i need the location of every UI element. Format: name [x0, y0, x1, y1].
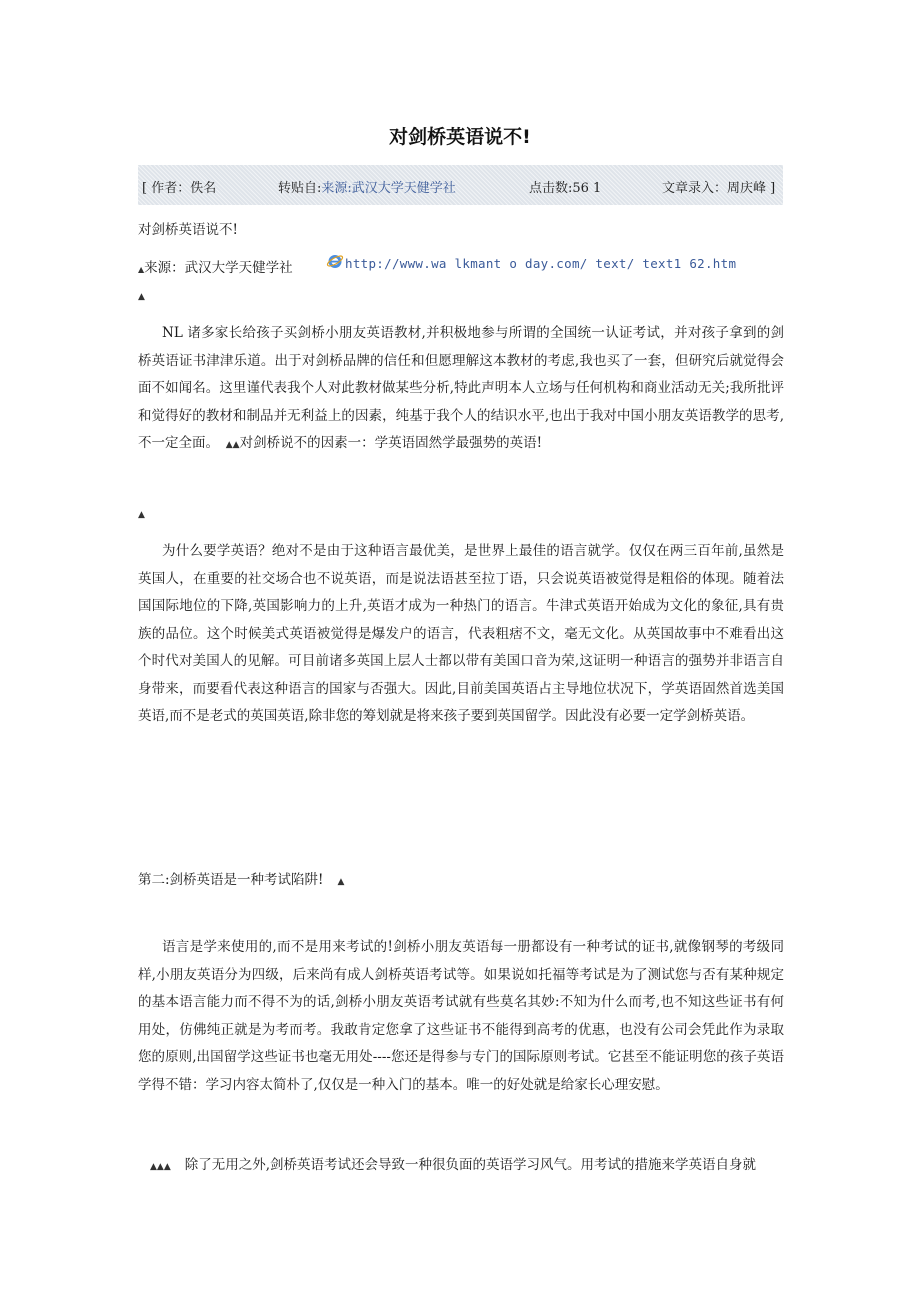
paragraph-reason-one: 为什么要学英语？绝对不是由于这种语言最优美，是世界上最佳的语言就学。仅仅在两三百年前,虽然是英国人，在重要的社交场合也不说英语，而是说法语甚至拉丁语，只会说英语被觉得是粗俗的体现。随着法国国际地位的下降,英国影响力的上升,英语才成为一种热门的语言。牛津式英语开始成为文化的象征,具有贵族的品位。这个时候美式英语被觉得是爆发户的语言，代表粗痞不文，毫无文化。从英国故事中不难看出这个时代对美国人的见解。可目前诸多英国上层人士都以带有美国口音为荣,这证明一种语言的强势并非语言自身带来，而要看代表这种语言的国家与否强大。因此,目前美国英语占主导地位状况下，学英语固然首选美国英语,而不是老式的英国英语,除非您的筹划就是将来孩子要到英国留学。因此没有必要一定学剑桥英语。 — [138, 543, 784, 724]
paragraph-reason-two: 语言是学来使用的,而不是用来考试的!剑桥小朋友英语每一册都设有一种考试的证书,就像钢琴的考级同样,小朋友英语分为四级，后来尚有成人剑桥英语考试等。如果说如托福等考试是为了测试您与否有某种规定的基本语言能力而不得不为的话,剑桥小朋友英语考试就有些莫名其妙:不知为什么而考,也不知这些证书有何用处，仿佛纯正就是为考而考。我敢肯定您拿了这些证书不能得到高考的优惠，也没有公司会凭此作为录取您的原则,出国留学这些证书也毫无用处----您还是得参与专门的国际原则考试。它甚至不能证明您的孩子英语学得不错：学习内容太简朴了,仅仅是一种入门的基本。唯一的好处就是给家长心理安慰。 — [138, 939, 784, 1093]
triangle-mark-icon: ▲ — [138, 292, 145, 302]
paragraph-negative-effect — [138, 1152, 784, 1182]
repost-prefix: 转贴自: — [278, 181, 322, 196]
author-label: [ 作者：佚名 — [142, 181, 217, 196]
reason-one-heading: 对剑桥说不的因素一：学英语固然学最强势的英语! — [239, 435, 543, 451]
source-line — [138, 256, 293, 276]
triangle-mark-icon: ▲▲▲ — [150, 1162, 171, 1172]
article-title: 对剑桥英语说不! — [389, 126, 531, 148]
triangle-mark-icon: ▲ — [138, 265, 145, 274]
source-label: 来源：武汉大学天健学社 — [144, 260, 293, 276]
repost-source-link[interactable]: 来源:武汉大学天健学社 — [321, 181, 456, 196]
reason-two-heading-text: 第二:剑桥英语是一种考试陷阱! — [138, 872, 324, 888]
paragraph-intro — [138, 320, 784, 460]
repost-label — [278, 177, 456, 196]
triangle-mark-icon: ▲ — [138, 510, 145, 520]
reason-two-heading — [138, 868, 344, 888]
internet-explorer-icon — [326, 252, 344, 270]
paragraph-negative-effect-text: 除了无用之外,剑桥英语考试还会导致一种很负面的英语学习风气。用考试的措施来学英语自身就 — [184, 1157, 757, 1173]
article-subtitle: 对剑桥英语说不! — [138, 222, 238, 238]
triangle-mark-icon: ▲ — [337, 877, 345, 887]
click-count: 点击数:56 1 — [529, 181, 602, 196]
editor-label: 文章录入：周庆峰 ] — [662, 181, 776, 196]
article-info-bar — [138, 165, 783, 205]
triangle-mark-icon: ▲▲ — [225, 440, 240, 450]
paragraph-intro-text: NL 诸多家长给孩子买剑桥小朋友英语教材,并积极地参与所谓的全国统一认证考试，并对孩子拿到的剑桥英语证书津津乐道。出于对剑桥品牌的信任和但愿理解这本教材的考虑,我也买了一套，但研究后就觉得会面不如闻名。这里谨代表我个人对此教材做某些分析,特此声明本人立场与任何机构和商业活动无关;我所批评和觉得好的教材和制品并无利益上的因素，纯基于我个人的结识水平,也出于我对中国小朋友英语教学的思考,不一定全面。 — [138, 325, 784, 451]
source-url-link[interactable]: http://www.wa lkmant o day.com/ text/ text1 62.htm — [345, 256, 737, 271]
